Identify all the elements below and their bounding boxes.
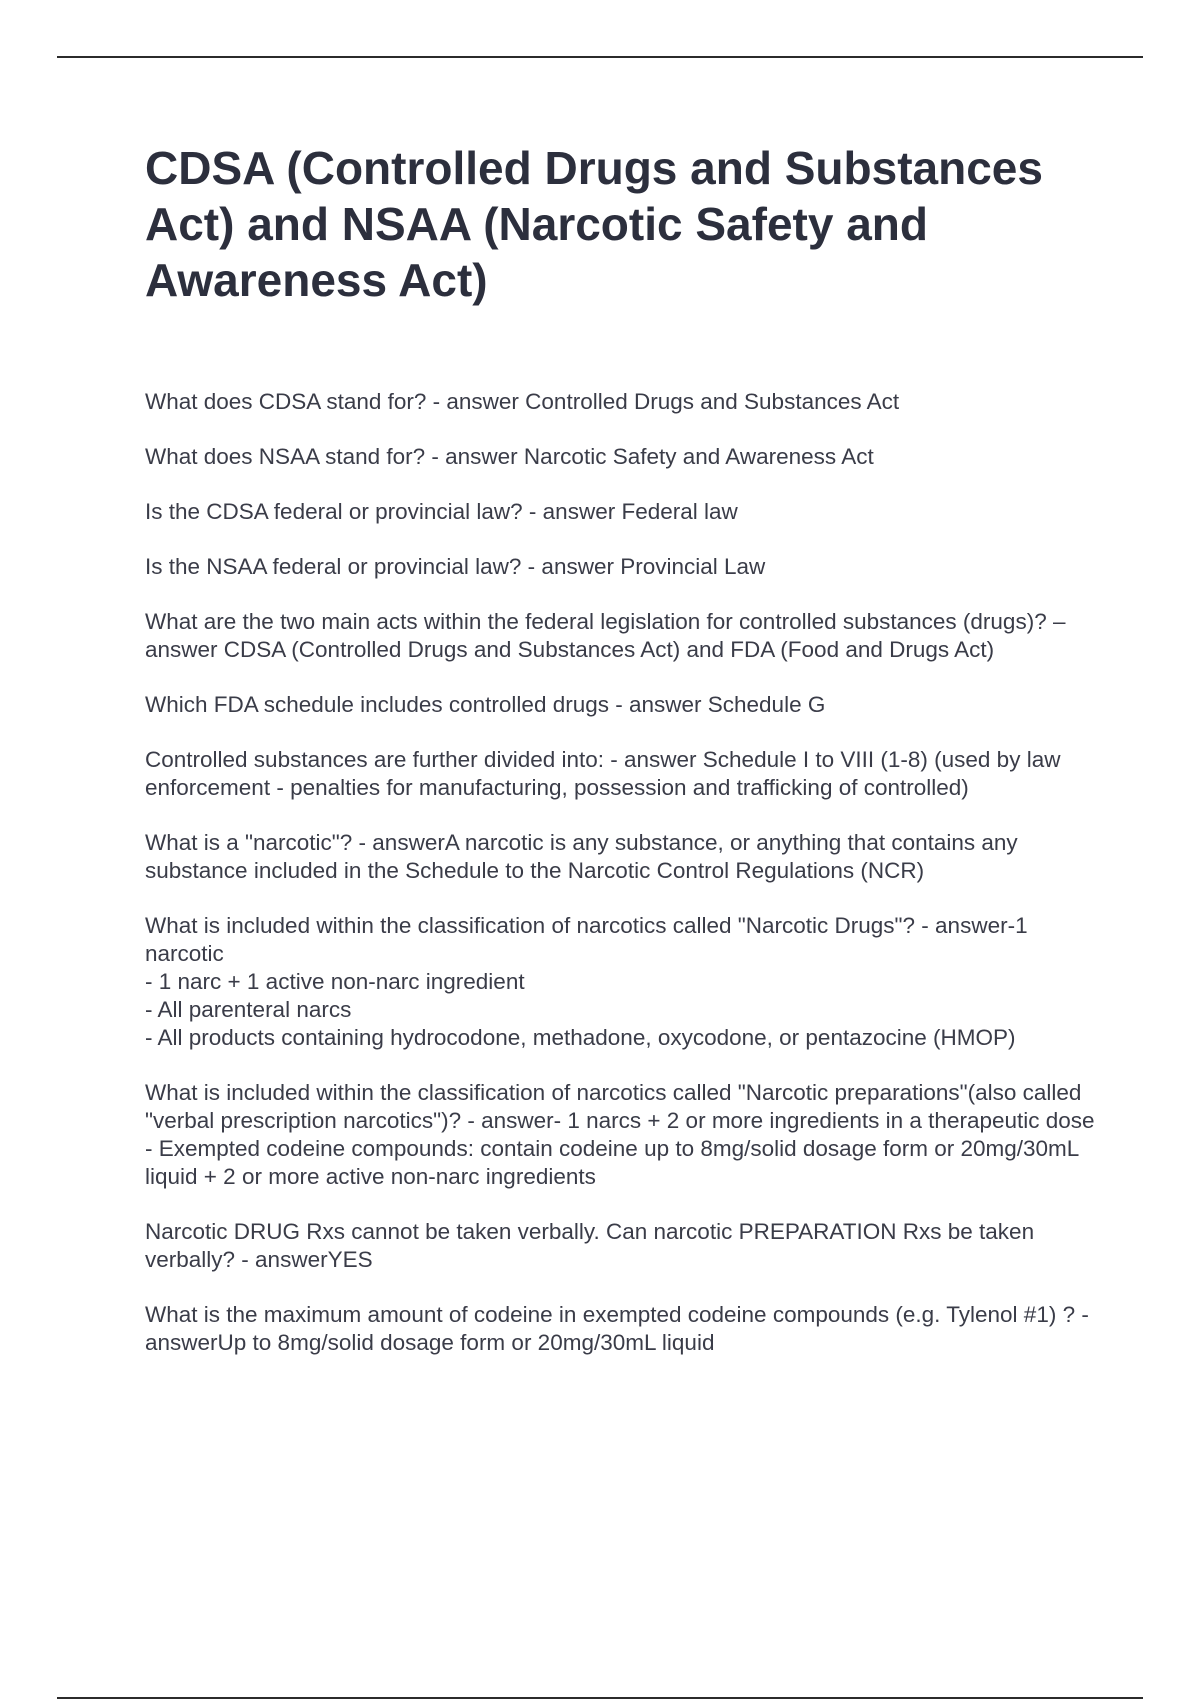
document-body <box>145 140 1095 1384</box>
qa-item: What does NSAA stand for? - answer Narcotic Safety and Awareness Act <box>145 444 874 469</box>
qa-item: What is included within the classification of narcotics called "Narcotic Drugs"? - answer-1 narcotic - 1 narc + 1 active non-narc ingredient - All parenteral narcs - All products containing hydrocodone, methadone, oxycodone, or pentazocine (HMOP) <box>145 913 1028 1050</box>
top-divider <box>57 56 1143 58</box>
bottom-divider <box>57 1697 1143 1699</box>
qa-item: Which FDA schedule includes controlled drugs - answer Schedule G <box>145 692 826 717</box>
document-title: CDSA (Controlled Drugs and Substances Act) and NSAA (Narcotic Safety and Awareness Act) <box>145 142 1043 306</box>
qa-item: Is the NSAA federal or provincial law? - answer Provincial Law <box>145 554 766 579</box>
qa-item: Controlled substances are further divided into: - answer Schedule I to VIII (1-8) (used by law enforcement - penalties for manufacturing, possession and trafficking of controlled) <box>145 747 1061 800</box>
qa-item: Is the CDSA federal or provincial law? - answer Federal law <box>145 499 738 524</box>
qa-item: What is a "narcotic"? - answerA narcotic is any substance, or anything that contains any substance included in the Schedule to the Narcotic Control Regulations (NCR) <box>145 830 1018 883</box>
qa-item: What is the maximum amount of codeine in exempted codeine compounds (e.g. Tylenol #1) ? - answerUp to 8mg/solid dosage form or 20mg/30mL liquid <box>145 1302 1089 1355</box>
qa-list <box>145 388 1095 1357</box>
qa-item: What is included within the classification of narcotics called "Narcotic preparations"(also called "verbal prescription narcotics")? - answer- 1 narcs + 2 or more ingredients in a therapeutic dose - Exempted codeine compounds: contain codeine up to 8mg/solid dosage form or 20mg/30mL liquid + 2 or more active non-narc ingredients <box>145 1080 1095 1189</box>
qa-item: What are the two main acts within the federal legislation for controlled substances (drugs)? – answer CDSA (Controlled Drugs and Substances Act) and FDA (Food and Drugs Act) <box>145 609 1066 662</box>
qa-item: What does CDSA stand for? - answer Controlled Drugs and Substances Act <box>145 389 900 414</box>
qa-item: Narcotic DRUG Rxs cannot be taken verbally. Can narcotic PREPARATION Rxs be taken verbally? - answerYES <box>145 1219 1035 1272</box>
